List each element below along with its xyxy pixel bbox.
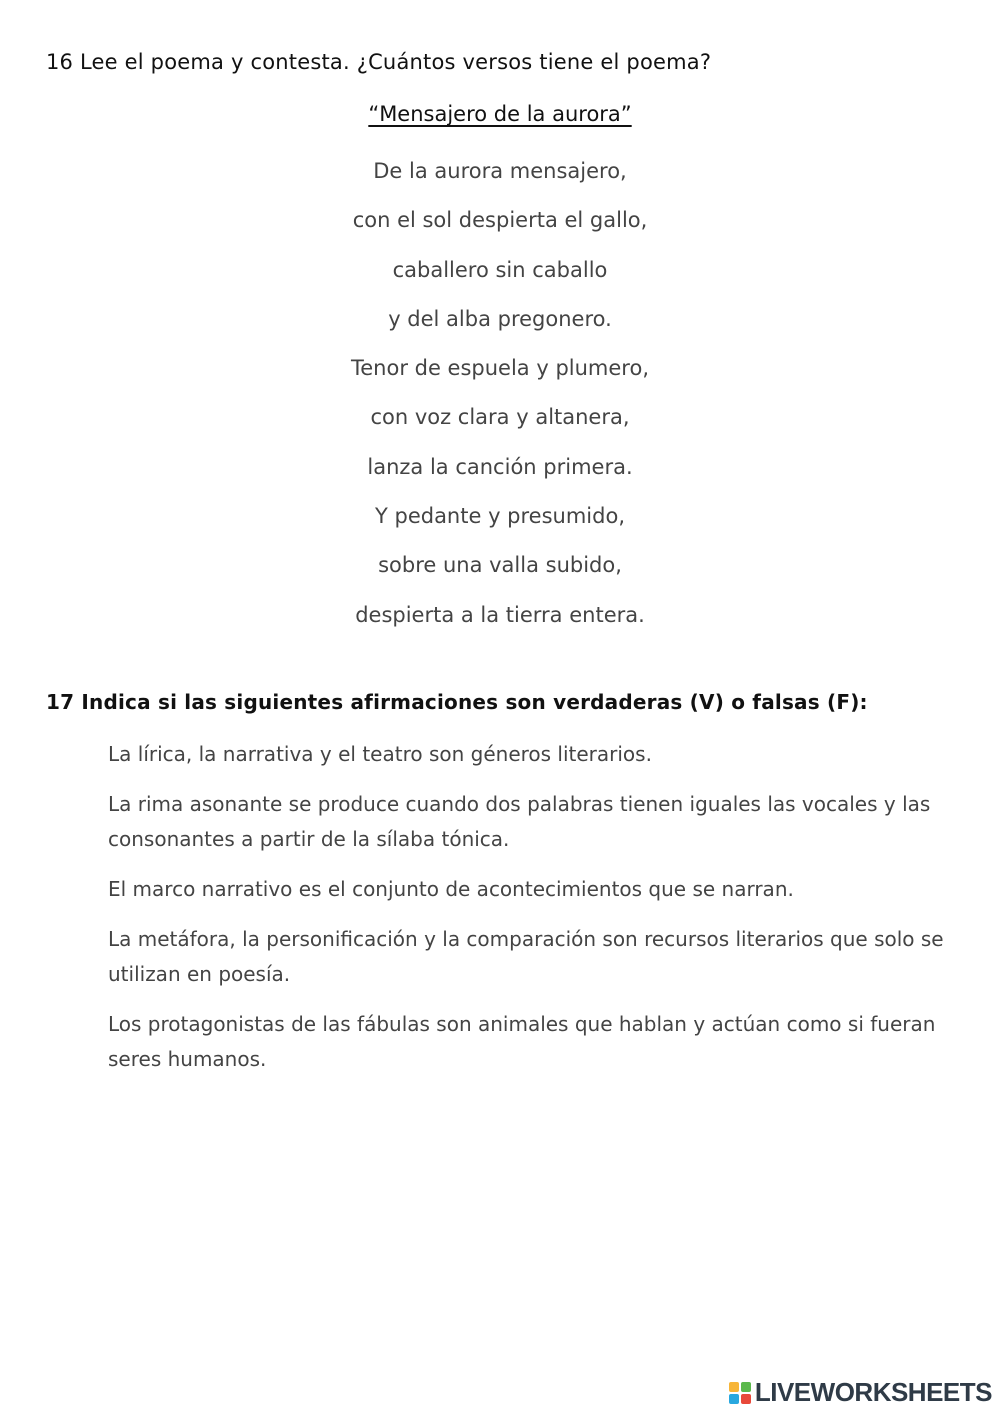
poem-title: “Mensajero de la aurora” (368, 102, 632, 126)
logo-square-icon (729, 1382, 739, 1392)
logo-square-icon (729, 1394, 739, 1404)
logo-square-icon (741, 1382, 751, 1392)
question-16-heading: 16 Lee el poema y contesta. ¿Cuántos versos tiene el poema? (46, 50, 712, 74)
statement-item: La metáfora, la personificación y la comparación son recursos literarios que solo se utilizan en poesía. (108, 927, 944, 986)
poem-verse: Y pedante y presumido, (374, 504, 625, 529)
poem (0, 98, 1000, 640)
poem-verse: con el sol despierta el gallo, (352, 208, 648, 233)
poem-verse: despierta a la tierra entera. (355, 602, 645, 627)
poem-verse: Tenor de espuela y plumero, (350, 356, 650, 381)
logo-square-icon (741, 1394, 751, 1404)
statement-item: La rima asonante se produce cuando dos palabras tienen iguales las vocales y las consonantes a partir de la sílaba tónica. (108, 792, 931, 851)
question-17-heading: 17 Indica si las siguientes afirmaciones son verdaderas (V) o falsas (F): (46, 690, 868, 714)
logo-mark-icon (729, 1382, 751, 1404)
logo-text: LIVEWORKSHEETS (754, 1377, 992, 1407)
poem-verse: lanza la canción primera. (367, 454, 633, 479)
poem-verse: con voz clara y altanera, (370, 405, 630, 430)
statement-item: El marco narrativo es el conjunto de acontecimientos que se narran. (108, 877, 794, 901)
statement-item: La lírica, la narrativa y el teatro son géneros literarios. (108, 742, 652, 766)
poem-verse: y del alba pregonero. (388, 306, 612, 331)
liveworksheets-logo (729, 1377, 992, 1408)
poem-verse: sobre una valla subido, (378, 553, 622, 578)
poem-verses (0, 147, 1000, 640)
poem-verse: caballero sin caballo (392, 257, 608, 282)
statement-list (108, 737, 958, 1092)
poem-verse: De la aurora mensajero, (373, 159, 627, 183)
statement-item: Los protagonistas de las fábulas son animales que hablan y actúan como si fueran seres humanos. (108, 1012, 936, 1071)
